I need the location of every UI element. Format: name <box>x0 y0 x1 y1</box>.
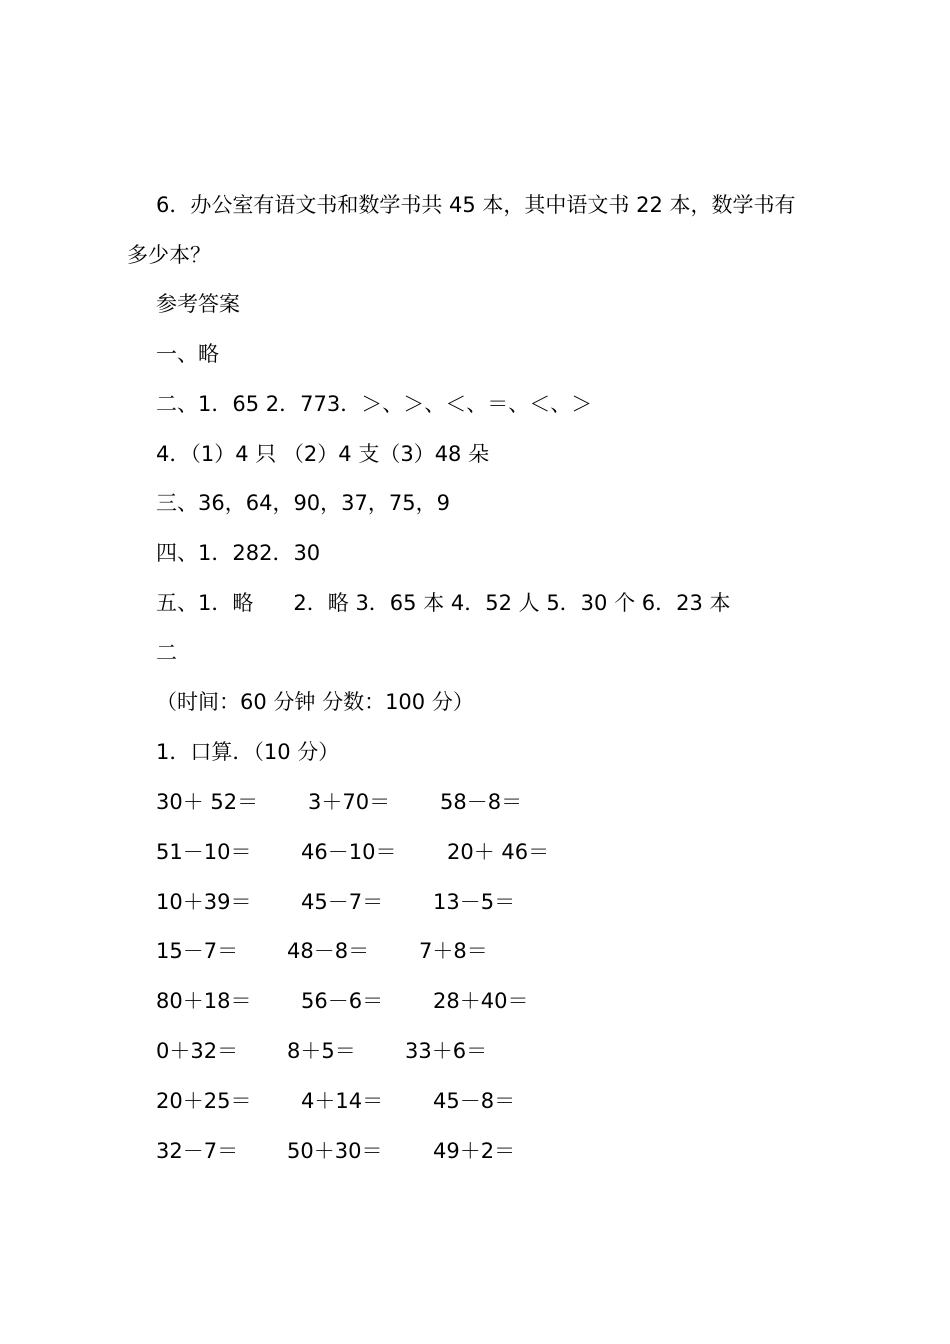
equation: 45－8＝ <box>433 1089 516 1113</box>
equation-row <box>156 888 676 916</box>
equation-row <box>156 1087 676 1115</box>
question-6-line-2: 多少本？ <box>127 243 211 267</box>
equation: 7＋8＝ <box>419 939 488 963</box>
answer-part-2a: 二、1．65 2．773．＞、＞、＜、＝、＜、＞ <box>156 392 593 416</box>
equation: 49＋2＝ <box>433 1139 516 1163</box>
equation: 46－10＝ <box>301 840 397 864</box>
equation: 50＋30＝ <box>287 1139 383 1163</box>
equation: 4＋14＝ <box>301 1089 384 1113</box>
answer-part-1: 一、略 <box>156 342 219 366</box>
equation: 15－7＝ <box>156 939 239 963</box>
answer-part-5: 五、1．略 2．略 3．65 本 4．52 人 5．30 个 6．23 本 <box>156 591 731 615</box>
equation: 48－8＝ <box>287 939 370 963</box>
equation: 58－8＝ <box>440 790 523 814</box>
equation-row <box>156 788 676 816</box>
equation-row <box>156 937 676 965</box>
equation-row <box>156 987 676 1015</box>
section-1-title: 1．口算．（10 分） <box>156 740 340 764</box>
equation: 20＋ 46＝ <box>447 840 550 864</box>
equation: 3＋70＝ <box>308 790 391 814</box>
equation: 8＋5＝ <box>287 1039 356 1063</box>
test-2-time-score: （时间：60 分钟 分数：100 分） <box>156 690 474 714</box>
equation-row <box>156 838 676 866</box>
answer-part-4: 四、1．282．30 <box>156 541 321 565</box>
equation: 33＋6＝ <box>405 1039 488 1063</box>
test-2-heading: 二 <box>156 641 177 665</box>
equation-row <box>156 1037 676 1065</box>
equation: 32－7＝ <box>156 1139 239 1163</box>
equation: 56－6＝ <box>301 989 384 1013</box>
equation: 45－7＝ <box>301 890 384 914</box>
equation: 13－5＝ <box>433 890 516 914</box>
equation: 30＋ 52＝ <box>156 790 259 814</box>
answer-part-2b: 4．（1）4 只 （2）4 支（3）48 朵 <box>156 442 490 466</box>
equation: 20＋25＝ <box>156 1089 252 1113</box>
equation: 0＋32＝ <box>156 1039 239 1063</box>
equation-row <box>156 1137 676 1165</box>
equation: 51－10＝ <box>156 840 252 864</box>
question-6-line-1: 6．办公室有语文书和数学书共 45 本，其中语文书 22 本，数学书有 <box>156 193 796 217</box>
equation: 10＋39＝ <box>156 890 252 914</box>
equation: 80＋18＝ <box>156 989 252 1013</box>
answers-title: 参考答案 <box>156 292 240 316</box>
equation: 28＋40＝ <box>433 989 529 1013</box>
answer-part-3: 三、36，64，90，37，75，9 <box>156 491 450 515</box>
